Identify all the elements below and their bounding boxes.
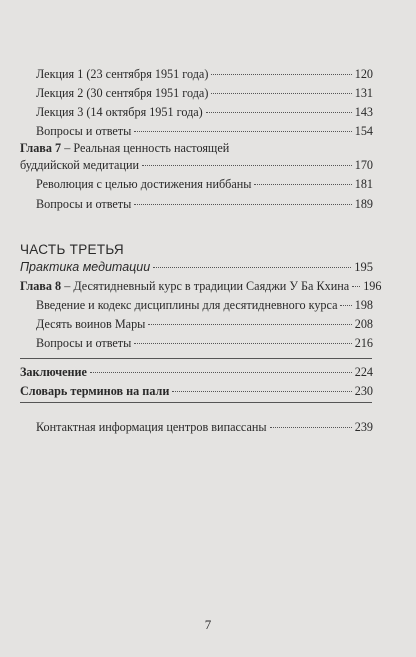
toc-chapter-8: Глава 8 – Десятидневный курс в традиции Саяджи У Ба Кхина 196 — [20, 279, 382, 293]
section-divider — [20, 358, 372, 359]
toc-chapter-7-line1: Глава 7 – Реальная ценность настоящей — [20, 141, 230, 155]
toc-entry-qa-2: Вопросы и ответы 189 — [36, 197, 373, 211]
toc-entry-mara: Десять воинов Мары 208 — [36, 317, 373, 331]
toc-chapter-7-line2: буддийской медитации 170 — [20, 158, 373, 172]
toc-entry-introduction: Введение и кодекс дисциплины для десятидневного курса 198 — [36, 298, 373, 312]
toc-part-subtitle: Практика медитации 195 — [20, 260, 373, 274]
toc-entry-glossary: Словарь терминов на пали 230 — [20, 384, 373, 398]
toc-entry-contacts: Контактная информация центров випассаны 239 — [36, 420, 373, 434]
toc-entry-lecture-1: Лекция 1 (23 сентября 1951 года) 120 — [36, 67, 373, 81]
section-divider — [20, 402, 372, 403]
toc-entry-qa-3: Вопросы и ответы 216 — [36, 336, 373, 350]
toc-entry-qa-1: Вопросы и ответы 154 — [36, 124, 373, 138]
toc-entry-lecture-3: Лекция 3 (14 октября 1951 года) 143 — [36, 105, 373, 119]
page-number: 7 — [204, 617, 212, 632]
part-title: ЧАСТЬ ТРЕТЬЯ — [20, 242, 124, 257]
toc-entry-lecture-2: Лекция 2 (30 сентября 1951 года) 131 — [36, 86, 373, 100]
toc-entry-nibbana: Революция с целью достижения ниббаны 181 — [36, 177, 373, 191]
toc-entry-conclusion: Заключение 224 — [20, 365, 373, 379]
